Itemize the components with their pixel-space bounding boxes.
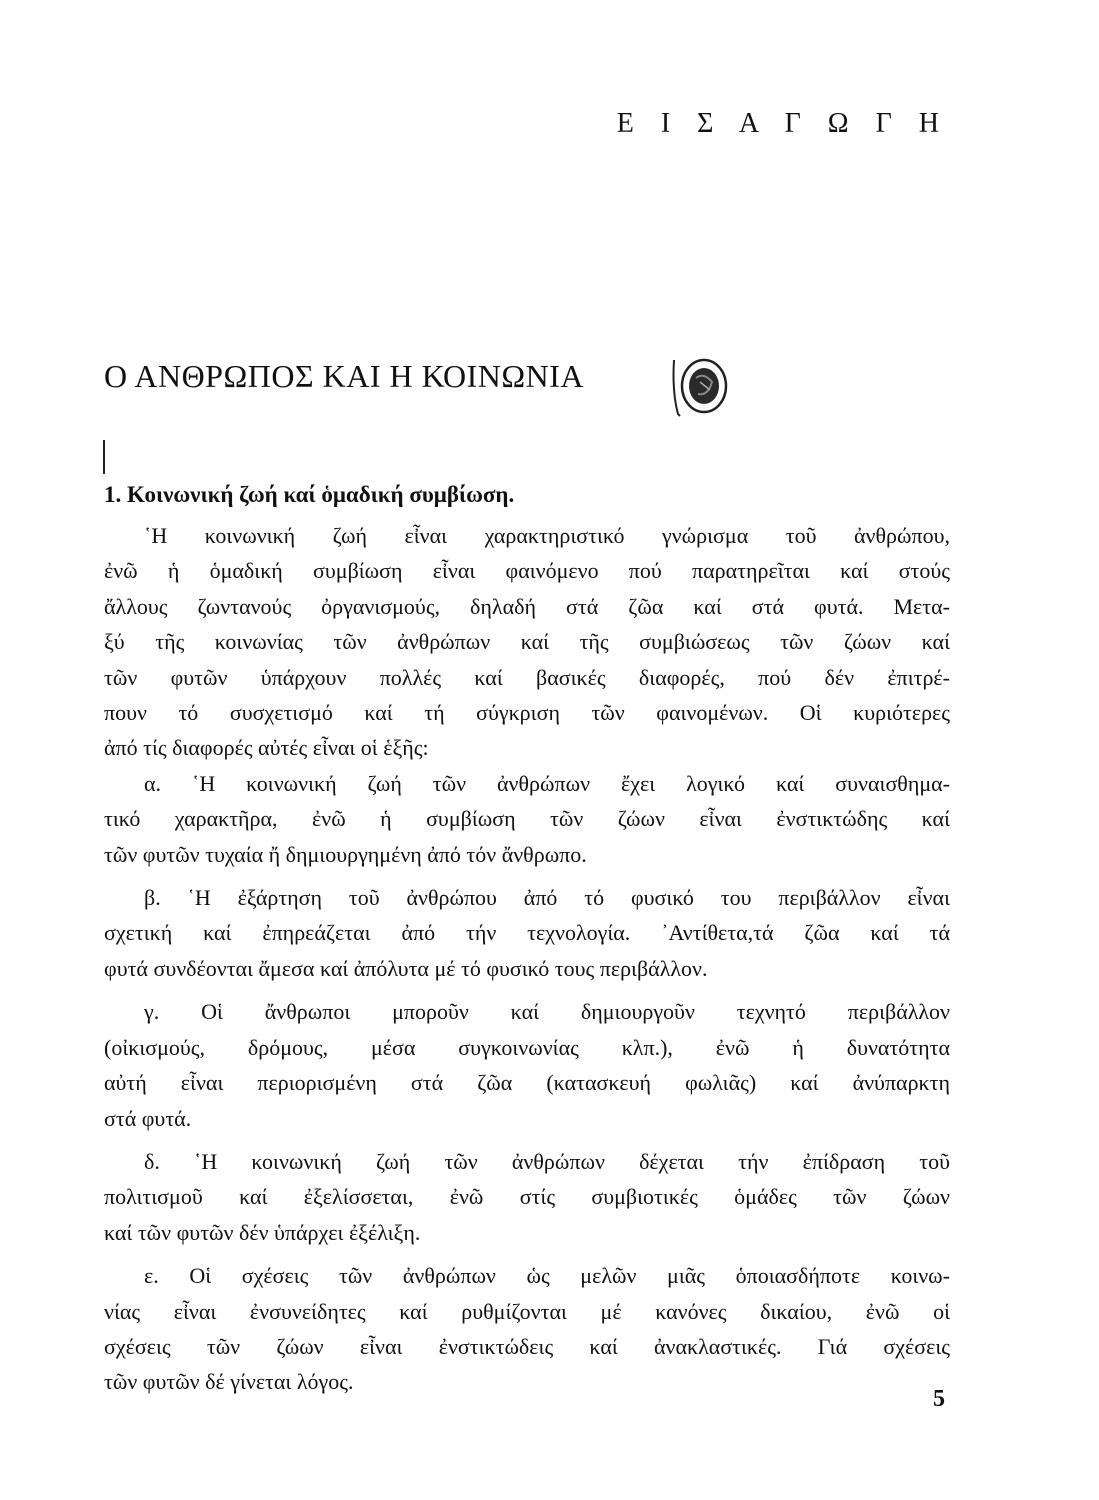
page-number: 5: [933, 1386, 945, 1412]
text-line: δ. ῾Η κοινωνική ζωή τῶν ἀνθρώπων δέχεται τήν ἐπίδραση τοῦ: [144, 1148, 950, 1174]
text-line: νίας εἶναι ἐνσυνείδητες καί ρυθμίζονται μέ κανόνες δικαίου, ἐνῶ οἱ: [104, 1298, 950, 1324]
text-line: ξύ τῆς κοινωνίας τῶν ἀνθρώπων καί τῆς συμβιώσεως τῶν ζώων καί: [104, 629, 950, 655]
body-text: [104, 518, 950, 1400]
margin-mark: [103, 440, 105, 474]
text-line: β. ῾Η ἐξάρτηση τοῦ ἀνθρώπου ἀπό τό φυσικό του περιβάλλον εἶναι: [144, 885, 950, 911]
text-line: α. ῾Η κοινωνική ζωή τῶν ἀνθρώπων ἔχει λογικό καί συναισθημα-: [144, 770, 950, 796]
text-line: (οἰκισμούς, δρόμους, μέσα συγκοινωνίας κλπ.), ἐνῶ ἡ δυνατότητα: [104, 1034, 950, 1060]
text-line: ε. Οἱ σχέσεις τῶν ἀνθρώπων ὡς μελῶν μιᾶς ὁποιασδήποτε κοινω-: [144, 1263, 950, 1289]
text-line: φυτά συνδέονται ἄμεσα καί ἀπόλυτα μέ τό φυσικό τους περιβάλλον.: [104, 955, 708, 981]
text-line: ἄλλους ζωντανούς ὀργανισμούς, δηλαδή στά ζῶα καί στά φυτά. Μετα-: [104, 593, 950, 619]
text-line: πολιτισμοῦ καί ἐξελίσσεται, ἐνῶ στίς συμβιοτικές ὁμάδες τῶν ζώων: [104, 1184, 950, 1210]
section-heading: 1. Κοινωνική ζωή καί ὁμαδική συμβίωση.: [104, 482, 515, 507]
paragraph-a: [104, 766, 950, 872]
library-stamp-icon: [668, 352, 732, 420]
text-line: σχέσεις τῶν ζώων εἶναι ἐνστικτώδεις καί ἀνακλαστικές. Γιά σχέσεις: [104, 1333, 950, 1359]
text-line: πουν τό συσχετισμό καί τή σύγκριση τῶν φαινομένων. Οἱ κυριότερες: [104, 700, 950, 726]
paragraph-gap: [104, 872, 950, 880]
text-line: αὐτή εἶναι περιορισμένη στά ζῶα (κατασκευή φωλιᾶς) καί ἀνύπαρκτη: [104, 1070, 950, 1096]
paragraph-c: [104, 994, 950, 1136]
text-line: τικό χαρακτῆρα, ἐνῶ ἡ συμβίωση τῶν ζώων εἶναι ἐνστικτώδης καί: [104, 806, 950, 832]
text-line: τῶν φυτῶν τυχαία ἤ δημιουργημένη ἀπό τόν ἄνθρωπο.: [104, 841, 587, 867]
chapter-title: Ο ΑΝΘΡΩΠΟΣ ΚΑΙ Η ΚΟΙΝΩΝΙΑ: [104, 358, 585, 394]
text-line: ἐνῶ ἡ ὁμαδική συμβίωση εἶναι φαινόμενο πού παρατηρεῖται καί στούς: [104, 558, 950, 584]
text-line: τῶν φυτῶν ὑπάρχουν πολλές καί βασικές διαφορές, πού δέν ἐπιτρέ-: [104, 664, 950, 690]
paragraph-intro: [104, 518, 950, 766]
text-line: στά φυτά.: [104, 1105, 192, 1131]
paragraph-gap: [104, 1136, 950, 1144]
paragraph-gap: [104, 986, 950, 994]
running-header: Ε Ι Σ Α Γ Ω Γ Η: [616, 108, 949, 139]
paragraph-e: [104, 1258, 950, 1400]
text-line: ῾Η κοινωνική ζωή εἶναι χαρακτηριστικό γνώρισμα τοῦ ἀνθρώπου,: [144, 523, 950, 548]
text-line: ἀπό τίς διαφορές αὐτές εἶναι οἱ ἑξῆς:: [104, 735, 429, 761]
paragraph-gap: [104, 1250, 950, 1258]
text-line: καί τῶν φυτῶν δέν ὑπάρχει ἐξέλιξη.: [104, 1219, 421, 1245]
text-line: γ. Οἱ ἄνθρωποι μποροῦν καί δημιουργοῦν τεχνητό περιβάλλον: [144, 999, 950, 1025]
text-line: σχετική καί ἐπηρεάζεται ἀπό τήν τεχνολογία. ᾿Αντίθετα,τά ζῶα καί τά: [104, 920, 950, 946]
paragraph-b: [104, 880, 950, 986]
text-line: τῶν φυτῶν δέ γίνεται λόγος.: [104, 1369, 354, 1395]
paragraph-d: [104, 1144, 950, 1250]
